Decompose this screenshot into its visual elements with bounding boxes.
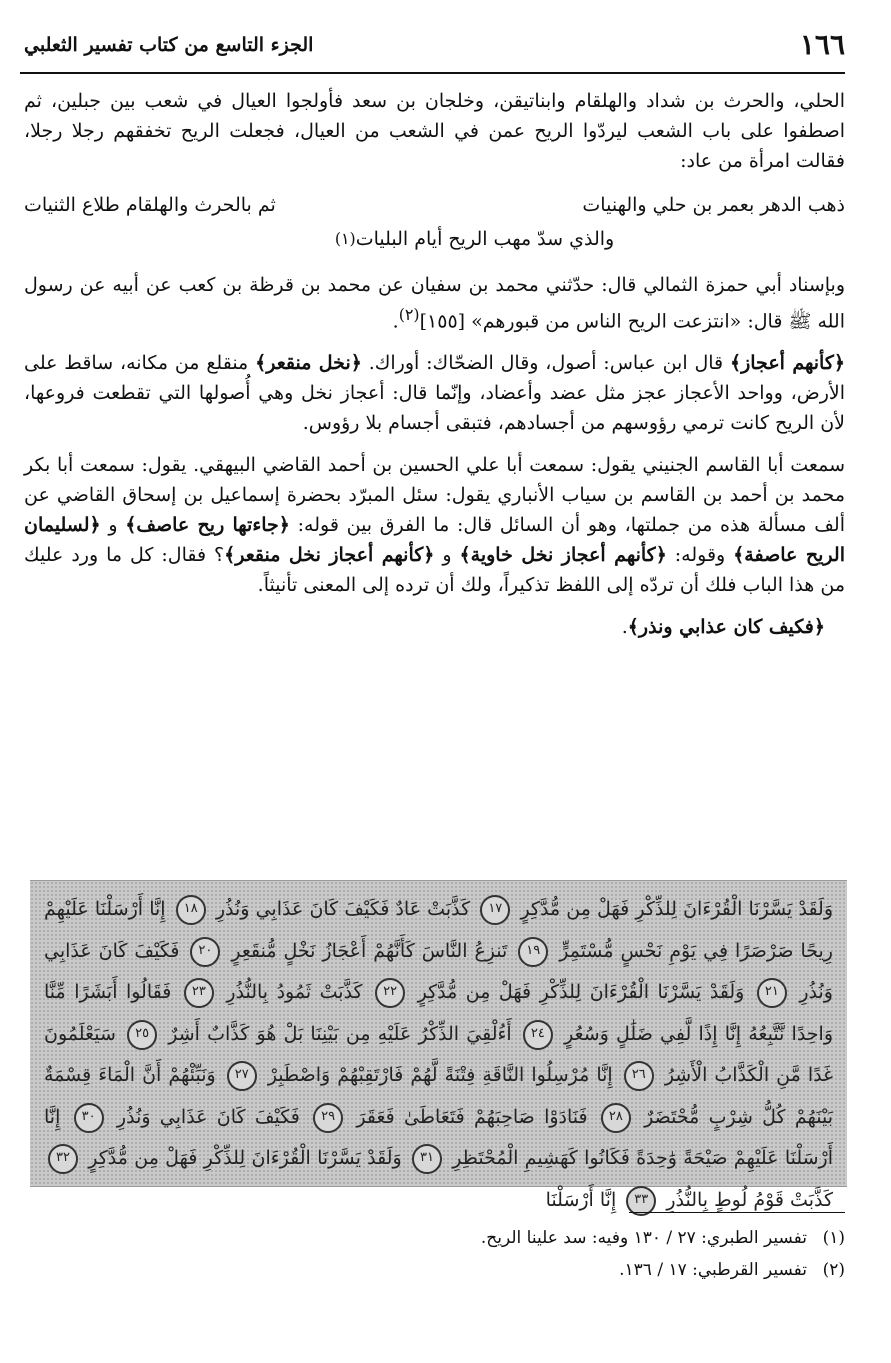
ayah-number-marker: ٣٠ <box>74 1103 104 1133</box>
quran-verse-text: كَذَّبَتْ ثَمُودُ بِالنُّذُرِ <box>226 981 363 1003</box>
page-header <box>20 26 845 74</box>
page-number: ١٦٦ <box>799 28 845 61</box>
ayah-number-marker: ٣٢ <box>48 1144 78 1174</box>
connector-text: وقوله: <box>666 544 734 567</box>
running-title: الجزء التاسع من كتاب تفسير الثعلبي <box>24 34 314 56</box>
ayah-number-marker: ١٧ <box>480 895 510 925</box>
quran-quote: ﴿لسليمان الريح عاصفة﴾ <box>24 514 845 567</box>
ayah-number-marker: ٣٣ <box>626 1186 656 1216</box>
quran-verse-text: أَءُلْقِيَ الذِّكْرُ عَلَيْهِ مِن بَيْنِنَا بَلْ هُوَ كَذَّابٌ أَشِرٌ <box>168 1022 512 1045</box>
paragraph-5 <box>24 612 845 642</box>
paragraph-3 <box>24 348 845 438</box>
ayah-number-marker: ٢٨ <box>601 1103 631 1133</box>
quran-verse-text: وَلَقَدْ يَسَّرْنَا الْقُرْءَانَ لِلذِّكْرِ فَهَلْ مِن مُّدَّكِرٍ <box>88 1147 402 1169</box>
quran-verse-text: تَنزِعُ النَّاسَ كَأَنَّهُمْ أَعْجَازُ نَخْلٍ مُّنقَعِرٍ <box>231 939 508 962</box>
ayah-number-marker: ١٩ <box>518 937 548 967</box>
quran-quote: ﴿جاءتها ريح عاصف﴾ <box>125 514 290 537</box>
main-text <box>24 86 845 654</box>
footnote-divider <box>629 1212 845 1213</box>
quran-verse-text: إِنَّا أَرْسَلْنَا عَلَيْهِمْ صَيْحَةً وَٰحِدَةً فَكَانُوا كَهَشِيمِ الْمُحْتَظِرِ <box>44 1105 834 1169</box>
ayah-number-marker: ٢٢ <box>375 978 405 1008</box>
quran-verse-text: وَلَقَدْ يَسَّرْنَا الْقُرْءَانَ لِلذِّكْرِ فَهَلْ مِن مُّدَّكِرٍ <box>520 898 834 920</box>
footnote-mark: (٢) <box>822 1260 845 1280</box>
quran-verse-text: كَذَّبَتْ عَادٌ فَكَيْفَ كَانَ عَذَابِي وَنُذُرِ <box>215 898 471 920</box>
quran-verse-text: إِنَّا أَرْسَلْنَا <box>545 1188 617 1211</box>
quran-verse-text: سَيَعْلَمُونَ غَدًا مَّنِ الْكَذَّابُ الْأَشِرُ <box>44 1022 834 1086</box>
footnote-ref-2: (٢) <box>398 305 420 324</box>
ayah-number-marker: ٢٧ <box>227 1061 257 1091</box>
quran-verse-text: إِنَّا مُرْسِلُوا النَّاقَةِ فِتْنَةً لَّهُمْ فَارْتَقِبْهُمْ وَاصْطَبِرْ <box>267 1064 613 1086</box>
ayah-number-marker: ٢٥ <box>127 1020 157 1050</box>
paragraph-4-text-a: سمعت أبا القاسم الجنيني يقول: سمعت أبا علي الحسين بن أحمد القاضي البيهقي. يقول: سمعت أبا بكر محمد بن أحمد بن القاسم بن سياب الأنباري يقول: سئل المبرّد بحضرة إسماعيل بن إسحاق القاضي عن ألف مسألة هذه من جملتها، وهو أن السائل قال: ما الفرق بين قوله: <box>24 454 845 537</box>
paragraph-3-text-a: قال ابن عباس: أصول، وقال الضحّاك: أوراك. <box>361 352 730 375</box>
ayah-number-marker: ٢٤ <box>523 1020 553 1050</box>
quran-quote: ﴿فكيف كان عذابي ونذر﴾ <box>627 616 825 639</box>
footnotes <box>300 1222 845 1286</box>
connector-text: و <box>100 514 126 537</box>
paragraph-3-text-b: منقلع من مكانه، ساقط على الأرض، وواحد الأعجاز عجز مثل عضد وأعضاد، وإنّما قال: أعجاز نخل وهي أُصولها التي تقطعت فروعها، لأن الريح كانت ترمي رؤوسهم من أجسادهم، فتبقى أجسام بلا رؤوس. <box>24 352 845 435</box>
quran-quote: ﴿نخل منقعر﴾ <box>255 352 362 375</box>
poem-hemistich-2: ثم بالحرث والهلقام طلاع الثنيات <box>24 194 276 216</box>
quran-quote: ﴿كأنهم أعجاز نخل منقعر﴾ <box>224 544 435 567</box>
quran-verse-text: وَنَبِّئْهُمْ أَنَّ الْمَاءَ قِسْمَةٌ بَيْنَهُمْ كُلُّ شِرْبٍ مُّحْتَضَرٌ <box>44 1064 834 1128</box>
ayah-number-marker: ٣١ <box>412 1144 442 1174</box>
footnote-mark: (١) <box>822 1228 845 1248</box>
poem-line-1 <box>24 188 845 222</box>
ayah-number-marker: ٢٠ <box>190 937 220 967</box>
poem-verse-2: والذي سدّ مهب الريح أيام البليات <box>355 228 615 250</box>
quran-verse-text: فَكَيْفَ كَانَ عَذَابِي وَنُذُرِ <box>116 1105 300 1128</box>
quran-verse-text: فَنَادَوْا صَاحِبَهُمْ فَتَعَاطَىٰ فَعَقَرَ <box>356 1105 588 1128</box>
footnote <box>300 1222 845 1254</box>
quran-quote: ﴿كأنهم أعجاز نخل خاوية﴾ <box>459 544 667 567</box>
paragraph-4-text-b: ؟ فقال: كل ما ورد عليك من هذا الباب فلك أن تردّه إلى اللفظ تذكيراً، ولك أن ترده إلى المعنى تأنيثاً. <box>24 544 845 597</box>
connector-text: و <box>434 544 460 567</box>
paragraph-2: وبإسناد أبي حمزة الثمالي قال: حدّثني محمد بن سفيان عن محمد بن قرظة بن كعب عن أبيه عن رسول الله ﷺ قال: «انتزعت الريح الناس من قبورهم» [١٥٥]$^{(٢)}$. <box>24 274 845 333</box>
ayah-number-marker: ٢٣ <box>184 978 214 1008</box>
ayah-number-marker: ٢٩ <box>313 1103 343 1133</box>
poem-hemistich-1: ذهب الدهر بعمر بن حلي والهنيات <box>582 194 845 216</box>
paragraph-5-end: . <box>621 616 628 639</box>
quran-verse-text: فَكَيْفَ كَانَ عَذَابِي وَنُذُرِ <box>44 939 833 1003</box>
ayah-number-marker: ٢١ <box>757 978 787 1008</box>
paragraph-2-text: وبإسناد أبي حمزة الثمالي قال: حدّثني محمد بن سفيان عن محمد بن قرظة بن كعب عن أبيه عن رسول الله ﷺ قال: «انتزعت الريح الناس من قبورهم» [١٥٥] <box>24 274 845 333</box>
quran-quote: ﴿كأنهم أعجاز﴾ <box>729 352 845 375</box>
quran-verse-text: فَقَالُوا أَبَشَرًا مِّنَّا وَاحِدًا نَّتَّبِعُهُ إِنَّا إِذًا لَّفِي ضَلَٰلٍ وَسُعُرٍ <box>44 981 834 1045</box>
paragraph-4 <box>24 450 845 600</box>
poem-line-2 <box>24 222 845 256</box>
footnote <box>300 1254 845 1286</box>
footnote-text: تفسير القرطبي: ١٧ / ١٣٦. <box>619 1260 807 1280</box>
poem <box>24 188 845 256</box>
quran-verses-box <box>30 880 847 1211</box>
footnote-text: تفسير الطبري: ٢٧ / ١٣٠ وفيه: سد علينا الريح. <box>480 1228 807 1248</box>
quran-verse-text: كَذَّبَتْ قَوْمُ لُوطٍ بِالنُّذُرِ <box>666 1188 833 1211</box>
quran-verse-text: إِنَّا أَرْسَلْنَا عَلَيْهِمْ رِيحًا صَرْصَرًا فِي يَوْمِ نَحْسٍ مُّسْتَمِرٍّ <box>44 898 833 962</box>
quran-verse-text: وَلَقَدْ يَسَّرْنَا الْقُرْءَانَ لِلذِّكْرِ فَهَلْ مِن مُّدَّكِرٍ <box>417 981 745 1003</box>
footnote-ref-1: (١) <box>334 229 356 248</box>
paragraph-1: الحلي، والحرث بن شداد والهلقام وابناتيقن، وخلجان بن سعد فأولجوا العيال في شعب بين جبلين، ثم اصطفوا على باب الشعب ليردّوا الريح عمن في الشعب من العيال، فجعلت الريح تخفقهم رجلا رجلا، فقالت امرأة من عاد: <box>24 90 845 172</box>
ayah-number-marker: ١٨ <box>176 895 206 925</box>
ayah-number-marker: ٢٦ <box>624 1061 654 1091</box>
